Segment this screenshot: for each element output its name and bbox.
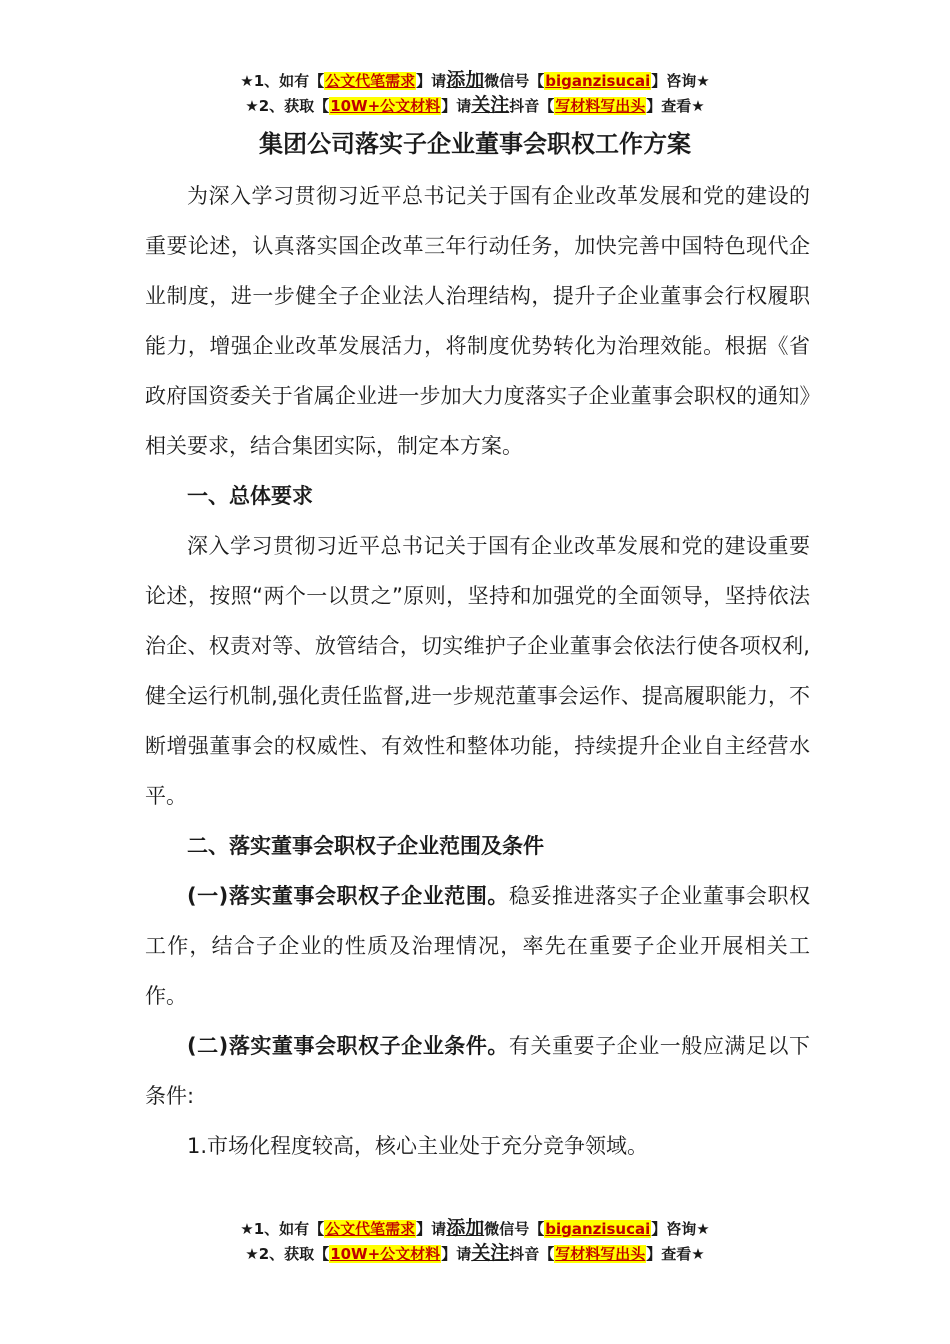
- banner-text: 】请: [416, 72, 447, 90]
- banner-text: 】请: [416, 1220, 447, 1238]
- banner-text: 】咨询★: [651, 72, 710, 90]
- banner-text: 】查看★: [646, 1245, 705, 1263]
- subsection-scope-lead: (一)落实董事会职权子企业范围。: [187, 884, 509, 908]
- condition-item-1: 1.市场化程度较高，核心主业处于充分竞争领域。: [187, 1134, 649, 1158]
- document-body: [145, 171, 810, 1171]
- banner-text: ★2、获取【: [245, 1245, 330, 1263]
- section-heading-2: 二、落实董事会职权子企业范围及条件: [187, 834, 544, 858]
- subsection-conditions-lead: (二)落实董事会职权子企业条件。: [187, 1034, 509, 1058]
- banner-text: 】咨询★: [651, 1220, 710, 1238]
- promo-line-2: [0, 93, 950, 118]
- banner-highlight: biganzisucai: [545, 1220, 651, 1238]
- promo-line-2: [0, 1241, 950, 1266]
- promo-banner-bottom: [0, 1216, 950, 1266]
- banner-text: ★1、如有【: [240, 72, 325, 90]
- banner-text: 】请: [441, 1245, 472, 1263]
- banner-emphasis: 添加: [446, 69, 485, 91]
- banner-emphasis: 关注: [471, 1242, 510, 1264]
- promo-line-1: [0, 68, 950, 93]
- subsection-conditions: [145, 1021, 810, 1121]
- banner-highlight: 10W+公文材料: [330, 1245, 441, 1263]
- banner-text: 抖音【: [509, 1245, 555, 1263]
- banner-text: 】请: [441, 97, 472, 115]
- banner-text: ★2、获取【: [245, 97, 330, 115]
- banner-text: 抖音【: [509, 97, 555, 115]
- banner-emphasis: 添加: [446, 1217, 485, 1239]
- promo-banner-top: [0, 68, 950, 118]
- banner-text: 微信号【: [484, 1220, 545, 1238]
- general-requirements-paragraph: 深入学习贯彻习近平总书记关于国有企业改革发展和党的建设重要论述，按照“两个一以贯之”原则，坚持和加强党的全面领导，坚持依法治企、权责对等、放管结合，切实维护子企业董事会依法行使各项权利,健全运行机制,强化责任监督,进一步规范董事会运作、提高履职能力，不断增强董事会的权威性、有效性和整体功能，持续提升企业自主经营水平。: [145, 534, 810, 808]
- banner-highlight: 写材料写出头: [555, 1245, 646, 1263]
- banner-emphasis: 关注: [471, 94, 510, 116]
- banner-text: 微信号【: [484, 72, 545, 90]
- banner-text: 】查看★: [646, 97, 705, 115]
- section-heading-1: 一、总体要求: [187, 484, 313, 508]
- banner-text: ★1、如有【: [240, 1220, 325, 1238]
- banner-highlight: 10W+公文材料: [330, 97, 441, 115]
- banner-highlight: 写材料写出头: [555, 97, 646, 115]
- subsection-scope: [145, 871, 810, 1021]
- banner-highlight: biganzisucai: [545, 72, 651, 90]
- banner-highlight: 公文代笔需求: [325, 1220, 416, 1238]
- banner-highlight: 公文代笔需求: [325, 72, 416, 90]
- promo-line-1: [0, 1216, 950, 1241]
- intro-paragraph: 为深入学习贯彻习近平总书记关于国有企业改革发展和党的建设的重要论述，认真落实国企改革三年行动任务，加快完善中国特色现代企业制度，进一步健全子企业法人治理结构，提升子企业董事会行权履职能力，增强企业改革发展活力，将制度优势转化为治理效能。根据《省政府国资委关于省属企业进一步加大力度落实子企业董事会职权的通知》相关要求，结合集团实际，制定本方案。: [145, 184, 810, 458]
- document-title: 集团公司落实子企业董事会职权工作方案: [259, 130, 691, 158]
- subsection-scope-text: 稳妥推进落实子企业董事会职权工作，结合子企业的性质及治理情况，率先在重要子企业开展相关工作。: [145, 884, 811, 1008]
- subsection-conditions-text: 有关重要子企业一般应满足以下条件:: [145, 1034, 811, 1108]
